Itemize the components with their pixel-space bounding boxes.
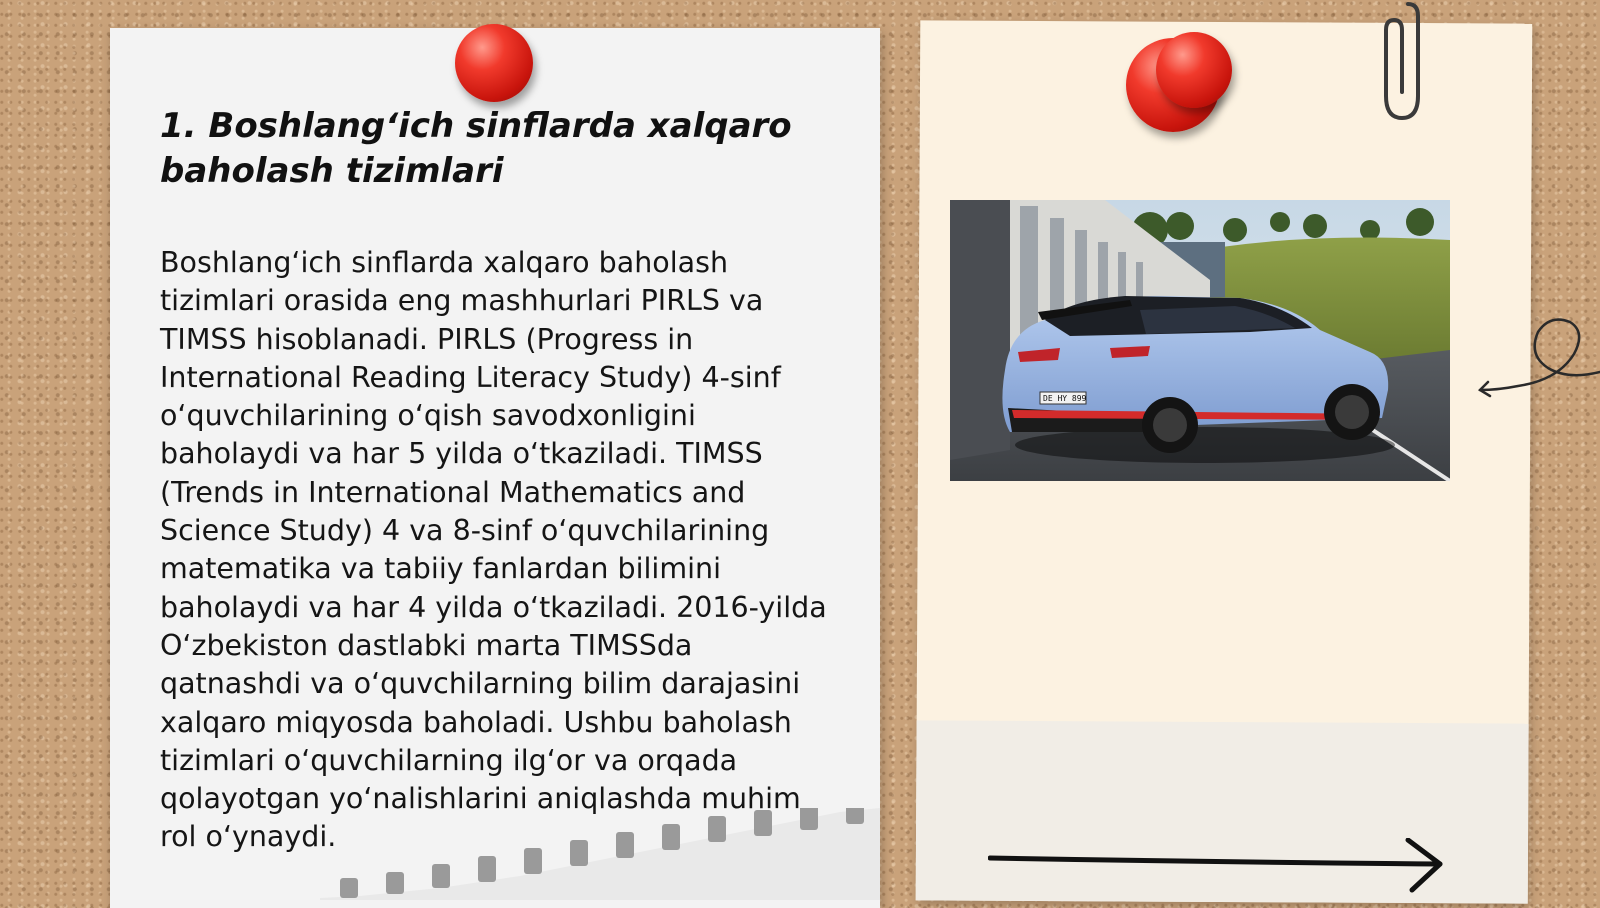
squiggle-arrow-icon: [1478, 310, 1600, 410]
slide-title: 1. Boshlang‘ich sinflarda xalqaro baholash tizimlari: [160, 106, 792, 191]
license-plate-text: DE HY 899: [1043, 394, 1087, 403]
long-arrow-icon: [988, 838, 1448, 898]
push-pin-icon: [1156, 32, 1232, 108]
car-photo: [950, 200, 1450, 481]
paper-clip-icon: [1378, 0, 1426, 125]
slide-body-text: Boshlang‘ich sinflarda xalqaro baholash tizimlari orasida eng mashhurlari PIRLS va TIMSS hisoblanadi. PIRLS (Progress in International Reading Literacy Study) 4-sinf o‘quvchilarining o‘qish savodxonligini baholaydi va har 5 yilda o‘tkaziladi. TIMSS (Trends in International Mathematics and Science Study) 4 va 8-sinf o‘quvchilarining matematika va tabiiy fanlardan bilimini baholaydi va har 4 yilda o‘tkaziladi. 2016-yilda O‘zbekiston dastlabki marta TIMSSda qatnashdi va o‘quvchilarning bilim darajasini xalqaro miqyosda baholadi. Ushbu baholash tizimlari o‘quvchilarning ilg‘or va orqada qolayotgan yo‘nalishlarini aniqlashda muhim rol o‘ynaydi.: [160, 246, 827, 854]
push-pin-icon: [455, 24, 533, 102]
